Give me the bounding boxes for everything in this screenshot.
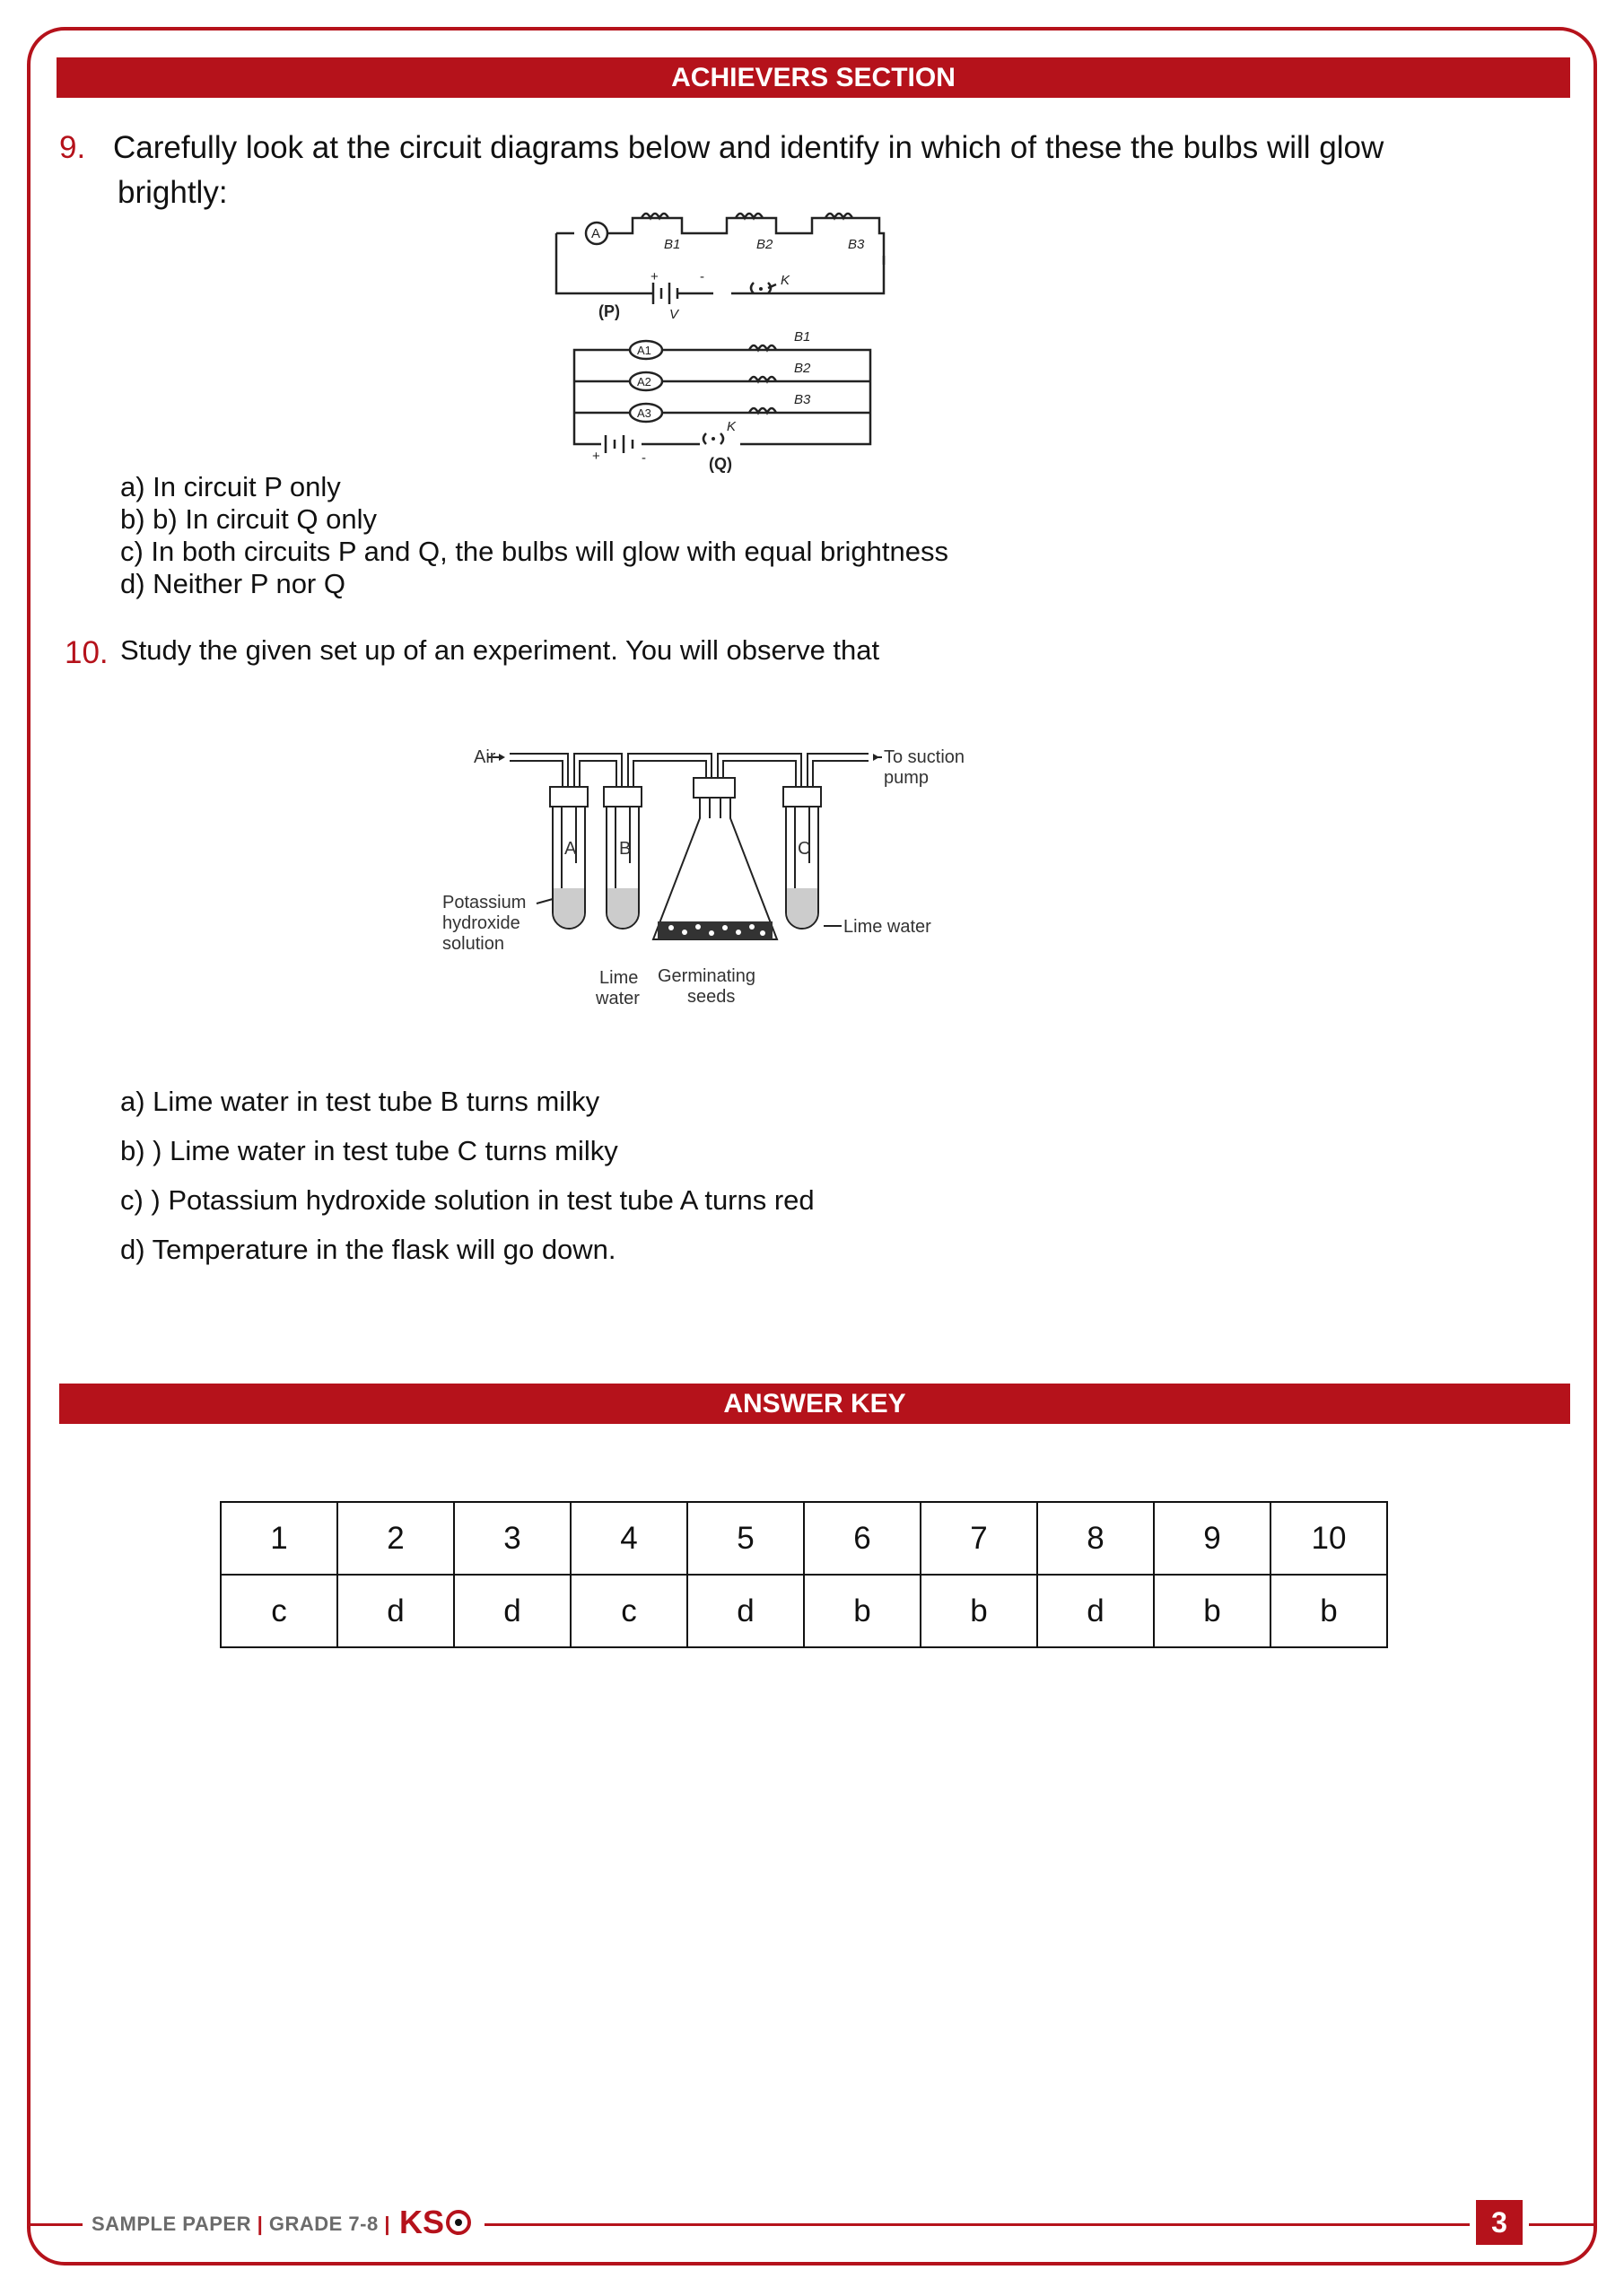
- footer-sample: SAMPLE PAPER: [92, 2213, 251, 2235]
- koh-label-line2: hydroxide: [442, 913, 520, 933]
- question-cell: 2: [337, 1502, 454, 1575]
- tube-c-label: C: [798, 839, 811, 859]
- answer-cell: c: [221, 1575, 337, 1647]
- bulb-label-b2: B2: [756, 237, 773, 252]
- question-cell: 10: [1270, 1502, 1387, 1575]
- question-cell: 4: [571, 1502, 687, 1575]
- bulb-label-b1: B1: [664, 237, 681, 252]
- experiment-setup-diagram: [438, 738, 985, 1016]
- battery-plus-label: +: [650, 269, 659, 284]
- bulb-label-b3: B3: [848, 237, 865, 252]
- kso-logo: [399, 2204, 471, 2241]
- section-header: ACHIEVERS SECTION: [57, 57, 1570, 98]
- suction-label-line1: To suction: [884, 747, 965, 767]
- koh-label-line3: solution: [442, 934, 504, 954]
- question-text-line1: Carefully look at the circuit diagrams below and identify in which of these the bulbs will glow: [113, 130, 1384, 165]
- koh-label-line1: Potassium: [442, 893, 527, 912]
- bulb-label-b2-q: B2: [794, 361, 811, 376]
- ammeter-a2-label: A2: [637, 375, 651, 388]
- answer-key-header: ANSWER KEY: [59, 1384, 1570, 1424]
- answer-cell: d: [337, 1575, 454, 1647]
- answer-cell: c: [571, 1575, 687, 1647]
- circuit-diagrams: [552, 202, 911, 476]
- footer-grade: GRADE 7-8: [268, 2213, 379, 2235]
- key-label-p: K: [781, 273, 790, 288]
- ammeter-label: A: [591, 226, 601, 241]
- question-cell: 7: [921, 1502, 1037, 1575]
- answer-cell: d: [454, 1575, 571, 1647]
- logo-emblem-icon: [446, 2210, 471, 2235]
- answer-cell: b: [1154, 1575, 1270, 1647]
- tube-b-label: B: [619, 839, 632, 859]
- footer-label: [92, 2213, 390, 2236]
- q9-option-a[interactable]: a) In circuit P only: [120, 471, 341, 502]
- ammeter-a1-label: A1: [637, 344, 651, 357]
- seeds-label-line2: seeds: [687, 987, 736, 1007]
- bulb-label-b3-q: B3: [794, 392, 811, 407]
- answer-cell: b: [1270, 1575, 1387, 1647]
- tube-a-label: A: [564, 839, 577, 859]
- air-label: Air: [474, 747, 496, 767]
- lime-label-line1: Lime: [599, 968, 639, 988]
- table-row: [221, 1502, 1387, 1575]
- footer-separator: |: [257, 2213, 264, 2235]
- logo-text: KS: [399, 2204, 445, 2240]
- question-number: 9.: [59, 130, 86, 165]
- q10-option-b[interactable]: b) ) Lime water in test tube C turns milky: [120, 1135, 618, 1166]
- question-text-line2: brightly:: [118, 175, 228, 210]
- page-number: 3: [1476, 2200, 1523, 2245]
- q10-option-a[interactable]: a) Lime water in test tube B turns milky: [120, 1086, 600, 1117]
- suction-label-line2: pump: [884, 768, 930, 788]
- answer-cell: d: [687, 1575, 804, 1647]
- bulb-label-b1-q: B1: [794, 329, 811, 345]
- footer-rule-end: [1529, 2223, 1597, 2226]
- battery-minus-label-q: -: [642, 450, 646, 466]
- q10-option-d[interactable]: d) Temperature in the flask will go down.: [120, 1234, 616, 1265]
- answer-cell: b: [921, 1575, 1037, 1647]
- footer-rule-right: [485, 2223, 1470, 2226]
- question-cell: 8: [1037, 1502, 1154, 1575]
- battery-minus-label: -: [700, 269, 704, 284]
- battery-plus-label-q: +: [592, 449, 600, 464]
- question-cell: 5: [687, 1502, 804, 1575]
- q9-option-c[interactable]: c) In both circuits P and Q, the bulbs will glow with equal brightness: [120, 536, 949, 567]
- key-label-q: K: [727, 419, 737, 434]
- table-row: [221, 1575, 1387, 1647]
- circuit-q-label: (Q): [709, 455, 732, 473]
- question-cell: 9: [1154, 1502, 1270, 1575]
- lime-label-line2: water: [596, 989, 640, 1008]
- question-cell: 3: [454, 1502, 571, 1575]
- question-cell: 1: [221, 1502, 337, 1575]
- question-text: Study the given set up of an experiment. You will observe that: [120, 634, 880, 666]
- question-number: 10.: [65, 635, 109, 670]
- ammeter-a3-label: A3: [637, 406, 651, 420]
- footer-rule-left: [27, 2223, 83, 2226]
- seeds-label-line1: Germinating: [658, 966, 755, 986]
- lime-water-label: Lime water: [843, 917, 931, 937]
- circuit-p-label: (P): [598, 302, 620, 320]
- q10-option-c[interactable]: c) ) Potassium hydroxide solution in test tube A turns red: [120, 1184, 815, 1216]
- answer-key-table: [220, 1501, 1388, 1648]
- q9-option-b[interactable]: b) b) In circuit Q only: [120, 503, 377, 535]
- answer-cell: b: [804, 1575, 921, 1647]
- voltage-label: V: [669, 307, 679, 322]
- footer-separator: |: [384, 2213, 390, 2235]
- q9-option-d[interactable]: d) Neither P nor Q: [120, 568, 345, 599]
- question-cell: 6: [804, 1502, 921, 1575]
- answer-cell: d: [1037, 1575, 1154, 1647]
